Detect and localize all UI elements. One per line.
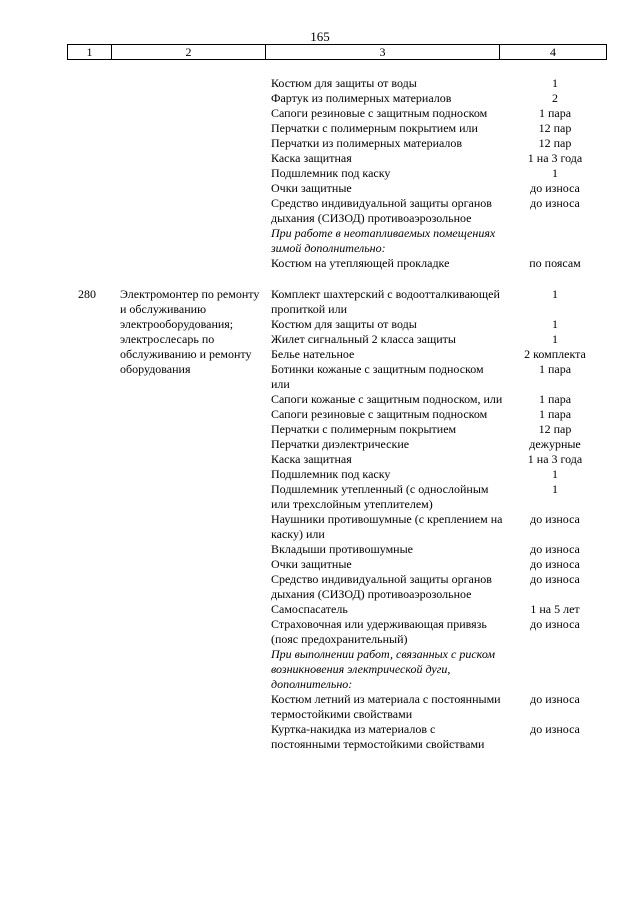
item-name: Каска защитная	[271, 452, 352, 466]
item-name: Сапоги резиновые с защитным подноском	[271, 106, 488, 120]
item-name: Сапоги кожаные с защитным подноском, или	[271, 392, 503, 406]
item-quantity: 1	[552, 467, 558, 481]
item-quantity: 12 пар	[538, 121, 572, 135]
item-quantity: 1 пара	[538, 362, 572, 376]
item-quantity: до износа	[530, 722, 580, 736]
item-name: Жилет сигнальный 2 класса защиты	[271, 332, 456, 346]
item-name: Куртка-накидка из материалов с постоянными термостойкими свойствами	[271, 722, 485, 751]
item-name: Перчатки с полимерным покрытием или	[271, 121, 478, 135]
list-item	[0, 452, 640, 467]
item-quantity: 1 на 3 года	[527, 151, 583, 165]
list-item	[0, 106, 640, 121]
item-name: Вкладыши противошумные	[271, 542, 413, 556]
item-name: Очки защитные	[271, 557, 352, 571]
item-quantity: 1	[552, 76, 558, 90]
list-item	[0, 317, 640, 332]
list-item	[0, 121, 640, 136]
item-name: Наушники противошумные (с креплением на каску) или	[271, 512, 503, 541]
list-item	[0, 287, 640, 317]
list-item	[0, 617, 640, 647]
item-name: Средство индивидуальной защиты органов дыхания (СИЗОД) противоаэрозольное	[271, 572, 492, 601]
list-item	[0, 166, 640, 181]
item-name: Перчатки с полимерным покрытием	[271, 422, 457, 436]
item-name: Белье нательное	[271, 347, 355, 361]
list-item	[0, 151, 640, 166]
item-name: Подшлемник под каску	[271, 467, 391, 481]
item-quantity: до износа	[530, 196, 580, 210]
list-item	[0, 422, 640, 437]
list-item	[0, 196, 640, 226]
item-quantity: 1 на 3 года	[527, 452, 583, 466]
item-name: Перчатки из полимерных материалов	[271, 136, 463, 150]
item-name: Костюм для защиты от воды	[271, 76, 417, 90]
item-quantity: 12 пар	[538, 136, 572, 150]
section-note: При выполнении работ, связанных с риском возникновения электрической дуги, дополнительно:	[271, 647, 496, 691]
item-quantity: по поясам	[529, 256, 581, 270]
list-item	[0, 181, 640, 196]
list-item	[0, 572, 640, 602]
item-quantity: 1 пара	[538, 392, 572, 406]
list-item	[0, 542, 640, 557]
list-item	[0, 136, 640, 151]
list-item	[0, 467, 640, 482]
list-item	[0, 437, 640, 452]
item-quantity: 2	[552, 91, 558, 105]
item-name: Каска защитная	[271, 151, 352, 165]
item-quantity: 2 комплекта	[524, 347, 586, 361]
item-quantity: 1	[552, 166, 558, 180]
item-quantity: 1	[552, 317, 558, 331]
item-name: Костюм летний из материала с постоянными термостойкими свойствами	[271, 692, 501, 721]
item-name: Ботинки кожаные с защитным подноском или	[271, 362, 484, 391]
header-col-3: 3	[266, 45, 500, 59]
item-quantity: 1	[552, 482, 558, 496]
entry-number: 280	[78, 287, 96, 301]
list-item	[0, 392, 640, 407]
item-quantity: до износа	[530, 181, 580, 195]
item-quantity: дежурные	[529, 437, 581, 451]
item-name: Страховочная или удерживающая привязь (пояс предохранительный)	[271, 617, 487, 646]
list-item	[0, 557, 640, 572]
list-item	[0, 722, 640, 752]
item-quantity: до износа	[530, 557, 580, 571]
item-name: Костюм на утепляющей прокладке	[271, 256, 450, 270]
item-name: Сапоги резиновые с защитным подноском	[271, 407, 488, 421]
list-item	[0, 602, 640, 617]
list-item	[0, 647, 640, 692]
item-quantity: 1	[552, 287, 558, 301]
section-note: При работе в неотапливаемых помещениях зимой дополнительно:	[271, 226, 496, 255]
header-col-2: 2	[112, 45, 266, 59]
list-item	[0, 692, 640, 722]
item-quantity: до износа	[530, 617, 580, 631]
item-quantity: до износа	[530, 512, 580, 526]
item-name: Подшлемник утепленный (с однослойным или трехслойным утеплителем)	[271, 482, 489, 511]
item-quantity: до износа	[530, 572, 580, 586]
list-item	[0, 256, 640, 271]
list-item	[0, 482, 640, 512]
entry-items	[0, 287, 640, 752]
page-number: 165	[310, 29, 330, 44]
item-name: Подшлемник под каску	[271, 166, 391, 180]
item-quantity: до износа	[530, 542, 580, 556]
table-header	[67, 44, 607, 60]
item-name: Самоспасатель	[271, 602, 348, 616]
header-col-1: 1	[68, 45, 112, 59]
list-item	[0, 91, 640, 106]
list-item	[0, 226, 640, 256]
table-body	[0, 76, 640, 752]
item-name: Комплект шахтерский с водоотталкивающей пропиткой или	[271, 287, 500, 316]
item-name: Очки защитные	[271, 181, 352, 195]
item-quantity: 1 пара	[538, 407, 572, 421]
item-quantity: 12 пар	[538, 422, 572, 436]
list-item	[0, 347, 640, 362]
table-row	[0, 287, 640, 752]
item-quantity: до износа	[530, 692, 580, 706]
profession-name: Электромонтер по ремонту и обслуживанию электрооборудования; электрослесарь по обслуживанию и ремонту оборудования	[120, 287, 260, 376]
item-name: Перчатки диэлектрические	[271, 437, 410, 451]
list-item	[0, 76, 640, 91]
list-item	[0, 362, 640, 392]
list-item	[0, 512, 640, 542]
list-item	[0, 407, 640, 422]
item-name: Фартук из полимерных материалов	[271, 91, 452, 105]
item-name: Средство индивидуальной защиты органов дыхания (СИЗОД) противоаэрозольное	[271, 196, 492, 225]
item-name: Костюм для защиты от воды	[271, 317, 417, 331]
list-item	[0, 332, 640, 347]
item-quantity: 1	[552, 332, 558, 346]
item-quantity: 1 пара	[538, 106, 572, 120]
header-col-4: 4	[550, 45, 556, 59]
continuation-block	[0, 76, 640, 271]
item-quantity: 1 на 5 лет	[530, 602, 580, 616]
